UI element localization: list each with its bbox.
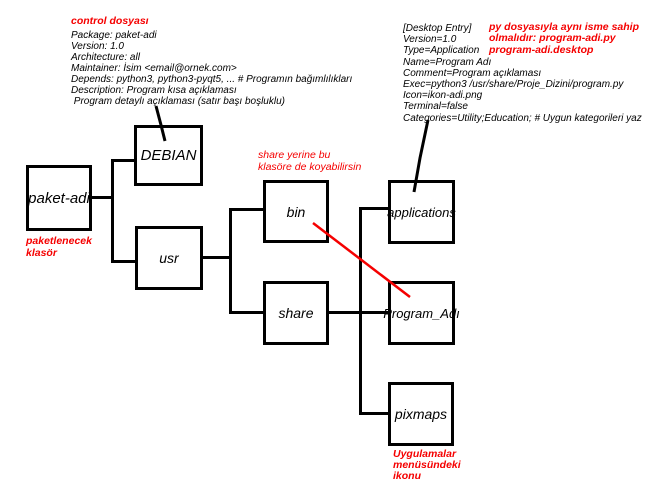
connector-paketadi-right bbox=[92, 196, 113, 199]
desktop-entry-line: Type=Application bbox=[403, 45, 480, 57]
bin-alternative-note-line: share yerine bu bbox=[258, 149, 331, 161]
connector-to-pixmaps bbox=[359, 412, 389, 415]
node-applications-label: applications bbox=[387, 204, 456, 220]
node-pixmaps-label: pixmaps bbox=[394, 406, 448, 422]
node-debian-label: DEBIAN bbox=[140, 147, 197, 164]
control-file-line: Package: paket-adi bbox=[71, 30, 157, 41]
desktop-entry-line: Exec=python3 /usr/share/Proje_Dizini/program.py bbox=[403, 79, 624, 91]
node-bin-label: bin bbox=[286, 203, 306, 220]
bin-alternative-note-line: klasöre de koyabilirsin bbox=[258, 160, 362, 173]
package-folder-note bbox=[26, 235, 92, 259]
connector-usr-right bbox=[203, 256, 231, 259]
package-folder-note-line: paketlenecek bbox=[26, 235, 92, 247]
desktop-entry-line: Terminal=false bbox=[403, 101, 468, 113]
node-share-label: share bbox=[278, 305, 314, 321]
pixmaps-icon-note-line: menüsündeki bbox=[393, 459, 461, 471]
node-program-adi bbox=[383, 281, 460, 345]
node-usr bbox=[135, 226, 203, 290]
control-file-line: Maintainer: İsim <email@ornek.com> bbox=[71, 63, 237, 74]
desktop-filename-note bbox=[489, 22, 639, 56]
desktop-entry-line: Icon=ikon-adi.png bbox=[403, 90, 483, 102]
connector-to-debian bbox=[111, 159, 135, 162]
connector-to-applications bbox=[359, 207, 389, 210]
connector-trunk-2 bbox=[229, 208, 232, 314]
control-file-line: Architecture: all bbox=[71, 52, 140, 63]
control-file-line: Description: Program kısa açıklaması bbox=[71, 85, 237, 96]
node-usr-label: usr bbox=[159, 250, 179, 266]
node-debian bbox=[134, 125, 203, 186]
connector-to-usr bbox=[111, 260, 136, 263]
desktop-entry-line: Name=Program Adı bbox=[403, 56, 492, 68]
pixmaps-icon-note-line: Uygulamalar bbox=[393, 448, 457, 460]
node-paket-adi bbox=[26, 165, 92, 231]
desktop-entry-line: Comment=Program açıklaması bbox=[403, 67, 542, 79]
control-file-note-title: control dosyası bbox=[71, 15, 149, 27]
desktop-entry-line: Version=1.0 bbox=[403, 34, 457, 46]
pixmaps-icon-note bbox=[393, 449, 461, 482]
control-file-line: Depends: python3, python3-pyqt5, ... # Programın bağımlılıkları bbox=[71, 74, 353, 85]
node-share bbox=[263, 281, 329, 345]
control-file-line: Program detaylı açıklaması (satır başı boşluklu) bbox=[71, 96, 285, 107]
desktop-filename-note-line: program-adi.desktop bbox=[489, 43, 594, 56]
connector-trunk-1 bbox=[111, 159, 114, 263]
connector-to-share bbox=[229, 311, 264, 314]
connector-to-bin bbox=[229, 208, 264, 211]
control-file-content bbox=[71, 30, 352, 107]
control-file-line: Version: 1.0 bbox=[71, 41, 124, 52]
desktop-entry-line: Categories=Utility;Education; # Uygun kategorileri yaz bbox=[403, 112, 642, 124]
desktop-filename-note-line: py dosyasıyla aynı isme sahip bbox=[489, 21, 639, 33]
connector-trunk-3 bbox=[359, 207, 362, 415]
node-pixmaps bbox=[388, 382, 454, 446]
node-bin bbox=[263, 180, 329, 243]
node-applications bbox=[388, 180, 455, 244]
desktop-entry-line: [Desktop Entry] bbox=[403, 23, 472, 34]
desktop-filename-note-line: olmalıdır: program-adi.py bbox=[489, 32, 616, 45]
package-folder-note-line: klasör bbox=[26, 247, 57, 259]
node-program-adi-label: Program_Adı bbox=[383, 305, 460, 321]
node-paket-adi-label: paket-adi bbox=[28, 189, 90, 207]
bin-alternative-note bbox=[258, 150, 361, 173]
pixmaps-icon-note-line: ikonu bbox=[393, 470, 421, 482]
